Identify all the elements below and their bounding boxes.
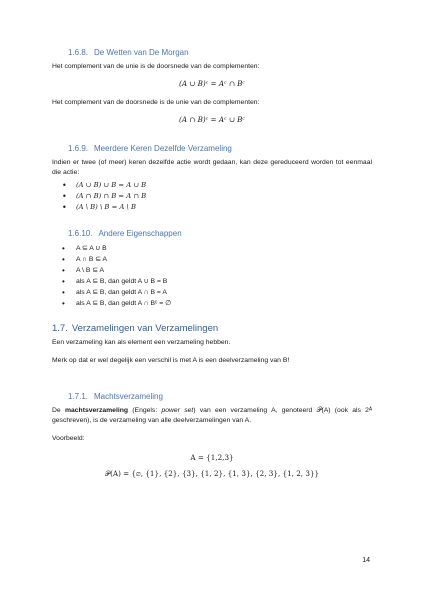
equation: (A ∩ B)ᶜ = Aᶜ ∪ Bᶜ bbox=[179, 115, 245, 124]
section-title: Meerdere Keren Dezelfde Verzameling bbox=[94, 144, 232, 153]
section-number: 1.6.8. bbox=[68, 48, 89, 57]
section-heading-1-6-9 bbox=[68, 144, 372, 154]
list-item: • als A ⊆ B, dan geldt A ∪ B = B bbox=[62, 276, 372, 287]
list-item: • A ∩ B ⊆ A bbox=[62, 254, 372, 265]
section-number: 1.7. bbox=[52, 323, 68, 334]
section-number: 1.6.10. bbox=[68, 229, 93, 238]
section-heading-1-6-8 bbox=[68, 48, 372, 58]
page-content bbox=[52, 48, 372, 480]
list-item: • als A ⊆ B, dan geldt A ∩ Bᶜ = ∅ bbox=[62, 298, 372, 309]
page-number: 14 bbox=[362, 557, 370, 564]
equation: 𝒫(A) = {∅, {1}, {2}, {3}, {1, 2}, {1, 3}, {2, 3}, {1, 2, 3}} bbox=[104, 469, 320, 478]
italic-term: power set bbox=[161, 407, 194, 414]
list-item: • A \ B ⊆ A bbox=[62, 265, 372, 276]
section-title: Andere Eigenschappen bbox=[98, 229, 182, 238]
equation: A = {1,2,3} bbox=[190, 453, 234, 462]
section-title: Machtsverzameling bbox=[94, 392, 163, 401]
list-item: • (A ∪ B) ∪ B = A ∪ B bbox=[62, 180, 372, 191]
paragraph: Indien er twee (of meer) keren dezelfde actie wordt gedaan, kan deze gereduceerd worden tot eenmaal die actie: bbox=[52, 159, 372, 176]
list-item: • (A ∩ B) ∩ B = A ∩ B bbox=[62, 191, 372, 202]
paragraph: Merk op dat er wel degelijk een verschil is met A is een deelverzameling van B! bbox=[52, 357, 290, 364]
paragraph: De machtsverzameling (Engels: power set) van een verzameling A, genoteerd 𝒫(A) (ook als 2ᴬ geschreven), is de verzameling van alle deelverzamelingen van A. bbox=[52, 407, 373, 424]
list-item: • (A \ B) \ B = A \ B bbox=[62, 202, 372, 213]
list-item: • als A ⊆ B, dan geldt A ∩ B = A bbox=[62, 287, 372, 298]
bullet-list bbox=[52, 243, 372, 309]
paragraph: Een verzameling kan als element een verzameling hebben. bbox=[52, 339, 231, 346]
paragraph: Het complement van de doorsnede is de unie van de complementen: bbox=[52, 99, 260, 106]
paragraph: Het complement van de unie is de doorsnede van de complementen: bbox=[52, 63, 260, 70]
bold-term: machtsverzameling bbox=[64, 407, 129, 414]
equation: (A ∪ B)ᶜ = Aᶜ ∩ Bᶜ bbox=[179, 79, 245, 88]
example-label: Voorbeeld: bbox=[52, 435, 85, 442]
section-number: 1.7.1. bbox=[68, 392, 89, 401]
section-title: De Wetten van De Morgan bbox=[94, 48, 189, 57]
bullet-list bbox=[52, 180, 372, 213]
section-title: Verzamelingen van Verzamelingen bbox=[71, 323, 219, 334]
section-heading-1-6-10 bbox=[68, 229, 372, 239]
section-heading-1-7 bbox=[52, 323, 372, 335]
section-heading-1-7-1 bbox=[68, 392, 372, 402]
list-item: • A ⊆ A ∪ B bbox=[62, 243, 372, 254]
section-number: 1.6.9. bbox=[68, 144, 89, 153]
